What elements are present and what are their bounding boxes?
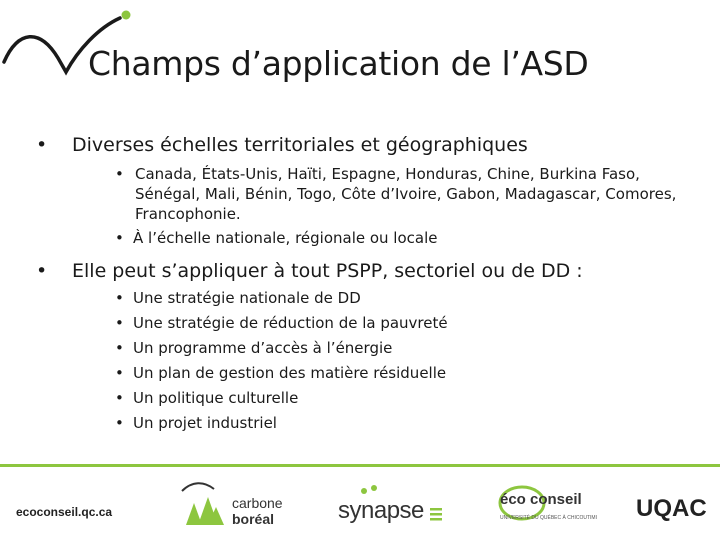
list-item-text: À l’échelle nationale, régionale ou locale (133, 229, 438, 247)
bullet-icon: • (115, 364, 124, 382)
bullet-icon: • (115, 229, 124, 247)
bullet-icon: • (115, 414, 124, 432)
list-item-text: Un plan de gestion des matière résiduelle (133, 364, 447, 382)
bullet-icon: • (115, 339, 124, 357)
bullet-icon: • (115, 289, 124, 307)
uqac-logo: UQAC (636, 495, 707, 522)
list-item-text: Un projet industriel (133, 414, 277, 432)
section-heading-text: Elle peut s’appliquer à tout PSPP, sectoriel ou de DD : (72, 260, 583, 282)
bullet-icon: • (36, 260, 48, 282)
carbone-logo-line1: carbone (232, 495, 283, 511)
ecoconseil-subtitle: UNIVERSITÉ DU QUÉBEC À CHICOUTIMI (500, 515, 597, 521)
list-item-text: Un programme d’accès à l’énergie (133, 339, 393, 357)
bullet-icon: • (115, 165, 124, 183)
synapse-logo: synapse (338, 497, 424, 524)
tree-icon (178, 481, 228, 527)
list-item-text: Une stratégie de réduction de la pauvreté (133, 314, 448, 332)
site-url: ecoconseil.qc.ca (16, 505, 113, 519)
synapse-lines-icon (430, 507, 444, 521)
synapse-mark-icon (360, 483, 380, 497)
list-item-text: Un politique culturelle (133, 389, 299, 407)
footer-logos (0, 467, 720, 540)
bullet-icon: • (115, 389, 124, 407)
list-item-text: Canada, États-Unis, Haïti, Espagne, Honduras, Chine, Burkina Faso, Sénégal, Mali, Bénin, Togo, Côte d’Ivoire, Gabon, Madagascar, Comores, Francophonie. (135, 165, 677, 223)
page-title: Champs d’application de l’ASD (88, 44, 589, 83)
carbone-logo-line2: boréal (232, 511, 275, 527)
bullet-icon: • (115, 314, 124, 332)
ecoconseil-logo: éco conseil (500, 491, 582, 508)
bullet-icon: • (36, 134, 48, 156)
list-item-text: Une stratégie nationale de DD (133, 289, 361, 307)
section-heading-text: Diverses échelles territoriales et géographiques (72, 134, 528, 156)
